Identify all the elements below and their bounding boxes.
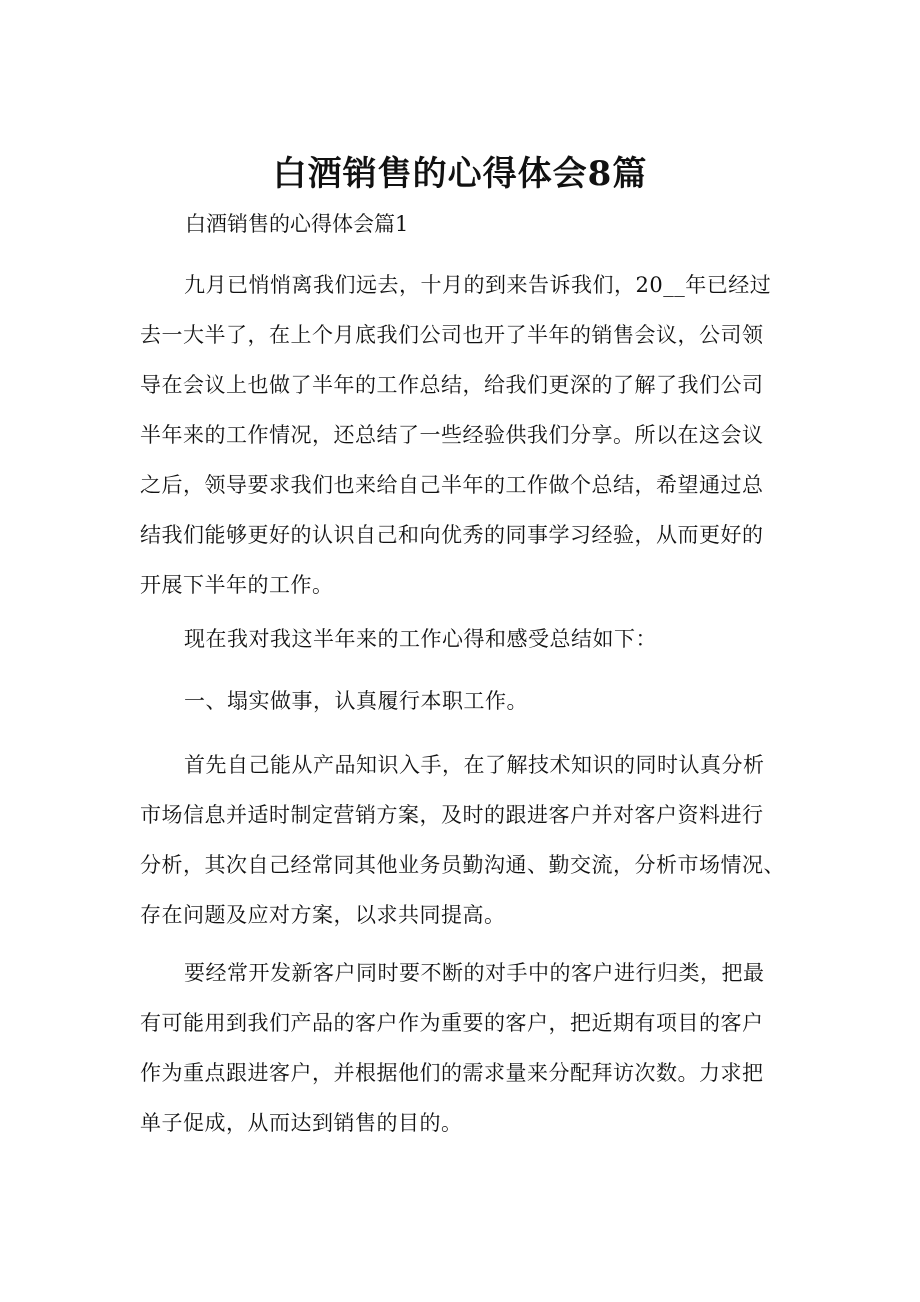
text-line: 市场信息并适时制定营销方案，及时的跟进客户并对客户资料进行 xyxy=(140,803,764,827)
document-title: 白酒销售的心得体会8篇 xyxy=(272,154,648,194)
text-line: 现在我对我这半年来的工作心得和感受总结如下： xyxy=(184,627,657,651)
text-line: 之后，领导要求我们也来给自己半年的工作做个总结，希望通过总 xyxy=(140,473,764,497)
text-line: 分析，其次自己经常同其他业务员勤沟通、勤交流，分析市场情况、 xyxy=(140,853,785,877)
paragraph-5 xyxy=(140,948,820,1148)
text-line: 导在会议上也做了半年的工作总结，给我们更深的了解了我们公司 xyxy=(140,373,764,397)
text-line: 作为重点跟进客户，并根据他们的需求量来分配拜访次数。力求把 xyxy=(140,1061,764,1085)
text-line: 有可能用到我们产品的客户作为重要的客户，把近期有项目的客户 xyxy=(140,1011,764,1035)
text-line: 单子促成，从而达到销售的目的。 xyxy=(140,1111,463,1135)
paragraph-4 xyxy=(140,740,820,940)
text-line: 半年来的工作情况，还总结了一些经验供我们分享。所以在这会议 xyxy=(140,423,764,447)
paragraph-3 xyxy=(140,676,820,726)
text-line: 首先自己能从产品知识入手，在了解技术知识的同时认真分析 xyxy=(184,753,765,777)
text-line: 一、塌实做事，认真履行本职工作。 xyxy=(184,689,528,713)
paragraph-1 xyxy=(140,260,820,610)
text-line: 要经常开发新客户同时要不断的对手中的客户进行归类，把最 xyxy=(184,961,765,985)
text-line: 开展下半年的工作。 xyxy=(140,573,334,597)
section-heading: 白酒销售的心得体会篇1 xyxy=(185,212,409,236)
text-line: 结我们能够更好的认识自己和向优秀的同事学习经验，从而更好的 xyxy=(140,523,764,547)
text-line: 存在问题及应对方案，以求共同提高。 xyxy=(140,903,506,927)
paragraph-2 xyxy=(140,614,820,664)
text-line: 去一大半了，在上个月底我们公司也开了半年的销售会议，公司领 xyxy=(140,323,764,347)
text-line: 九月已悄悄离我们远去，十月的到来告诉我们，20__年已经过 xyxy=(184,273,772,297)
